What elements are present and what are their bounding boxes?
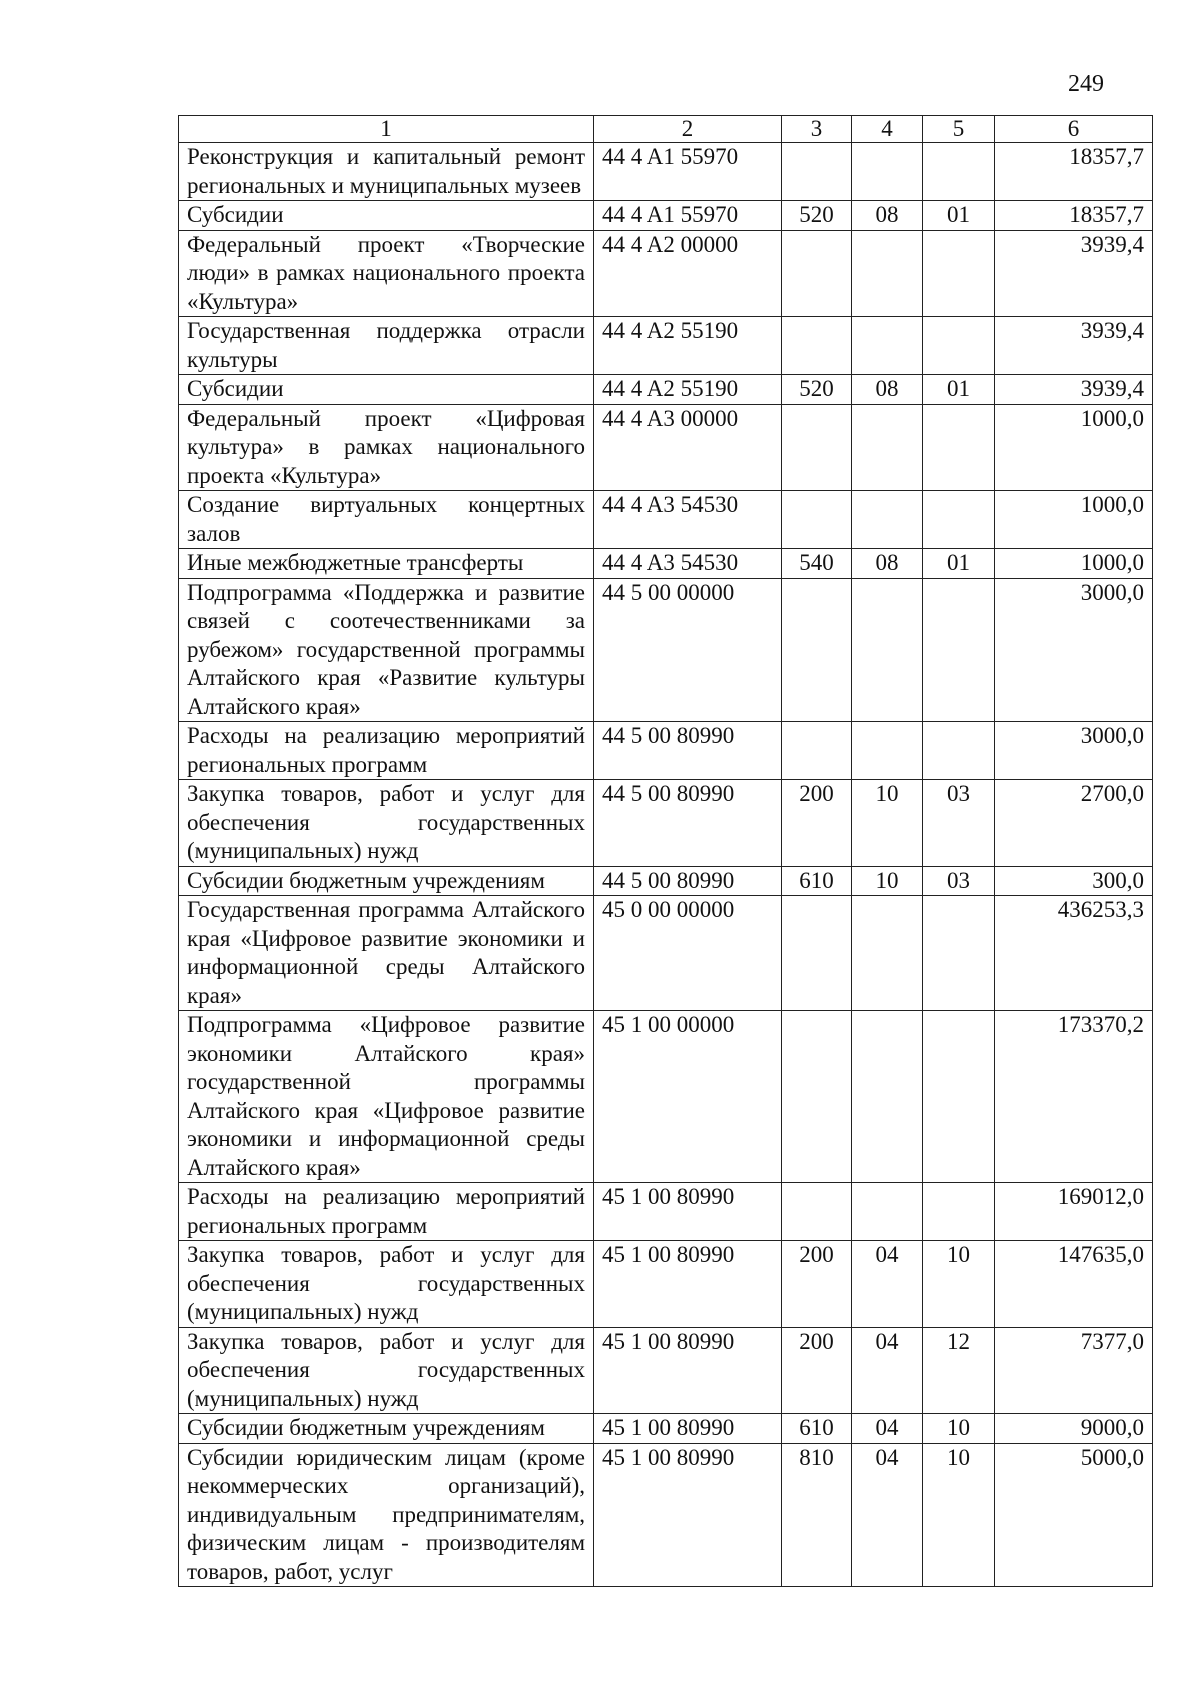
row-col5-cell <box>923 317 995 375</box>
row-col4-cell: 04 <box>852 1241 923 1328</box>
row-sum-cell: 18357,7 <box>995 201 1153 231</box>
row-col3-cell: 610 <box>782 1414 852 1444</box>
row-col4-cell <box>852 578 923 722</box>
table-row <box>179 1011 1153 1183</box>
row-col4-cell <box>852 317 923 375</box>
row-code-cell: 44 4 A2 55190 <box>594 317 782 375</box>
table-row <box>179 866 1153 896</box>
header-cell-4: 4 <box>852 116 923 143</box>
row-col3-cell: 200 <box>782 1241 852 1328</box>
table-row <box>179 143 1153 201</box>
row-code-cell: 44 5 00 80990 <box>594 722 782 780</box>
row-name-cell: Закупка товаров, работ и услуг для обеспечения государственных (муниципальных) нужд <box>179 1241 594 1328</box>
row-col4-cell: 10 <box>852 780 923 867</box>
row-name-cell: Расходы на реализацию мероприятий региональных программ <box>179 722 594 780</box>
row-col4-cell: 04 <box>852 1327 923 1414</box>
row-code-cell: 45 0 00 00000 <box>594 896 782 1011</box>
row-code-cell: 44 4 A2 55190 <box>594 375 782 405</box>
table-row <box>179 375 1153 405</box>
row-sum-cell: 1000,0 <box>995 404 1153 491</box>
row-sum-cell: 3939,4 <box>995 230 1153 317</box>
row-col3-cell: 520 <box>782 201 852 231</box>
row-name-cell: Подпрограмма «Поддержка и развитие связей с соотечественниками за рубежом» государственной программы Алтайского края «Развитие культуры Алтайского края» <box>179 578 594 722</box>
row-col4-cell <box>852 1183 923 1241</box>
row-col5-cell <box>923 578 995 722</box>
row-col4-cell: 10 <box>852 866 923 896</box>
header-cell-6: 6 <box>995 116 1153 143</box>
row-code-cell: 45 1 00 80990 <box>594 1241 782 1328</box>
row-sum-cell: 3939,4 <box>995 317 1153 375</box>
row-name-cell: Субсидии бюджетным учреждениям <box>179 1414 594 1444</box>
row-name-cell: Иные межбюджетные трансферты <box>179 549 594 579</box>
row-sum-cell: 3939,4 <box>995 375 1153 405</box>
row-code-cell: 44 5 00 80990 <box>594 780 782 867</box>
table-row <box>179 201 1153 231</box>
row-sum-cell: 7377,0 <box>995 1327 1153 1414</box>
row-col4-cell <box>852 230 923 317</box>
row-col4-cell <box>852 143 923 201</box>
row-col5-cell: 03 <box>923 866 995 896</box>
header-cell-1: 1 <box>179 116 594 143</box>
table-row <box>179 404 1153 491</box>
row-code-cell: 45 1 00 80990 <box>594 1414 782 1444</box>
row-name-cell: Субсидии <box>179 201 594 231</box>
row-col4-cell: 08 <box>852 201 923 231</box>
header-row <box>179 116 1153 143</box>
row-col4-cell <box>852 404 923 491</box>
row-name-cell: Субсидии бюджетным учреждениям <box>179 866 594 896</box>
row-col5-cell: 01 <box>923 549 995 579</box>
page-number: 249 <box>1068 71 1104 97</box>
row-col5-cell <box>923 143 995 201</box>
row-name-cell: Государственная программа Алтайского края «Цифровое развитие экономики и информационной среды Алтайского края» <box>179 896 594 1011</box>
row-sum-cell: 1000,0 <box>995 491 1153 549</box>
row-name-cell: Субсидии юридическим лицам (кроме некоммерческих организаций), индивидуальным предпринимателям, физическим лицам - производителям товаров, работ, услуг <box>179 1443 594 1587</box>
table-row <box>179 1414 1153 1444</box>
row-col3-cell <box>782 896 852 1011</box>
row-code-cell: 45 1 00 80990 <box>594 1443 782 1587</box>
row-col4-cell <box>852 1011 923 1183</box>
table-row <box>179 1443 1153 1587</box>
row-name-cell: Федеральный проект «Творческие люди» в рамках национального проекта «Культура» <box>179 230 594 317</box>
table-header <box>179 116 1153 143</box>
row-sum-cell: 3000,0 <box>995 578 1153 722</box>
row-col3-cell <box>782 143 852 201</box>
row-col3-cell: 200 <box>782 1327 852 1414</box>
row-col5-cell: 10 <box>923 1443 995 1587</box>
row-col3-cell: 610 <box>782 866 852 896</box>
row-col3-cell: 520 <box>782 375 852 405</box>
row-col4-cell: 08 <box>852 375 923 405</box>
row-col5-cell <box>923 1011 995 1183</box>
row-name-cell: Субсидии <box>179 375 594 405</box>
row-name-cell: Закупка товаров, работ и услуг для обеспечения государственных (муниципальных) нужд <box>179 1327 594 1414</box>
row-code-cell: 44 4 A1 55970 <box>594 201 782 231</box>
row-code-cell: 44 4 A3 54530 <box>594 491 782 549</box>
row-col5-cell <box>923 1183 995 1241</box>
row-col3-cell <box>782 230 852 317</box>
row-sum-cell: 1000,0 <box>995 549 1153 579</box>
table-row <box>179 230 1153 317</box>
budget-table <box>178 115 1153 1587</box>
row-col3-cell: 540 <box>782 549 852 579</box>
row-col5-cell <box>923 896 995 1011</box>
row-code-cell: 44 4 A3 00000 <box>594 404 782 491</box>
row-col4-cell: 04 <box>852 1443 923 1587</box>
table-row <box>179 549 1153 579</box>
row-name-cell: Расходы на реализацию мероприятий региональных программ <box>179 1183 594 1241</box>
row-sum-cell: 18357,7 <box>995 143 1153 201</box>
row-code-cell: 44 5 00 00000 <box>594 578 782 722</box>
row-col4-cell <box>852 896 923 1011</box>
table-row <box>179 1327 1153 1414</box>
row-col3-cell: 810 <box>782 1443 852 1587</box>
row-code-cell: 44 4 A3 54530 <box>594 549 782 579</box>
table-row <box>179 780 1153 867</box>
header-cell-2: 2 <box>594 116 782 143</box>
row-col5-cell: 10 <box>923 1241 995 1328</box>
table-row <box>179 896 1153 1011</box>
row-col5-cell: 12 <box>923 1327 995 1414</box>
row-sum-cell: 436253,3 <box>995 896 1153 1011</box>
row-col4-cell <box>852 722 923 780</box>
row-col5-cell <box>923 491 995 549</box>
header-cell-5: 5 <box>923 116 995 143</box>
row-name-cell: Реконструкция и капитальный ремонт региональных и муниципальных музеев <box>179 143 594 201</box>
row-col5-cell <box>923 230 995 317</box>
row-col5-cell <box>923 404 995 491</box>
row-name-cell: Государственная поддержка отрасли культуры <box>179 317 594 375</box>
row-col5-cell: 10 <box>923 1414 995 1444</box>
table-row <box>179 317 1153 375</box>
row-sum-cell: 3000,0 <box>995 722 1153 780</box>
row-col3-cell <box>782 1183 852 1241</box>
row-col3-cell <box>782 722 852 780</box>
row-sum-cell: 5000,0 <box>995 1443 1153 1587</box>
row-name-cell: Создание виртуальных концертных залов <box>179 491 594 549</box>
row-name-cell: Подпрограмма «Цифровое развитие экономики Алтайского края» государственной программы Алтайского края «Цифровое развитие экономики и информационной среды Алтайского края» <box>179 1011 594 1183</box>
row-col5-cell: 01 <box>923 201 995 231</box>
row-col3-cell <box>782 317 852 375</box>
row-sum-cell: 9000,0 <box>995 1414 1153 1444</box>
row-sum-cell: 300,0 <box>995 866 1153 896</box>
row-code-cell: 44 5 00 80990 <box>594 866 782 896</box>
row-code-cell: 45 1 00 80990 <box>594 1183 782 1241</box>
row-col3-cell <box>782 578 852 722</box>
row-col5-cell <box>923 722 995 780</box>
row-code-cell: 44 4 A2 00000 <box>594 230 782 317</box>
row-col5-cell: 03 <box>923 780 995 867</box>
row-sum-cell: 173370,2 <box>995 1011 1153 1183</box>
table-row <box>179 578 1153 722</box>
row-col3-cell <box>782 491 852 549</box>
row-sum-cell: 169012,0 <box>995 1183 1153 1241</box>
row-code-cell: 45 1 00 00000 <box>594 1011 782 1183</box>
row-sum-cell: 2700,0 <box>995 780 1153 867</box>
table-row <box>179 722 1153 780</box>
row-col3-cell <box>782 1011 852 1183</box>
table-row <box>179 491 1153 549</box>
row-code-cell: 45 1 00 80990 <box>594 1327 782 1414</box>
row-col4-cell: 04 <box>852 1414 923 1444</box>
row-col4-cell: 08 <box>852 549 923 579</box>
header-cell-3: 3 <box>782 116 852 143</box>
row-col3-cell: 200 <box>782 780 852 867</box>
row-col3-cell <box>782 404 852 491</box>
table-row <box>179 1241 1153 1328</box>
row-col5-cell: 01 <box>923 375 995 405</box>
row-name-cell: Закупка товаров, работ и услуг для обеспечения государственных (муниципальных) нужд <box>179 780 594 867</box>
table-body <box>179 143 1153 1587</box>
table-row <box>179 1183 1153 1241</box>
row-name-cell: Федеральный проект «Цифровая культура» в рамках национального проекта «Культура» <box>179 404 594 491</box>
row-sum-cell: 147635,0 <box>995 1241 1153 1328</box>
row-code-cell: 44 4 A1 55970 <box>594 143 782 201</box>
row-col4-cell <box>852 491 923 549</box>
